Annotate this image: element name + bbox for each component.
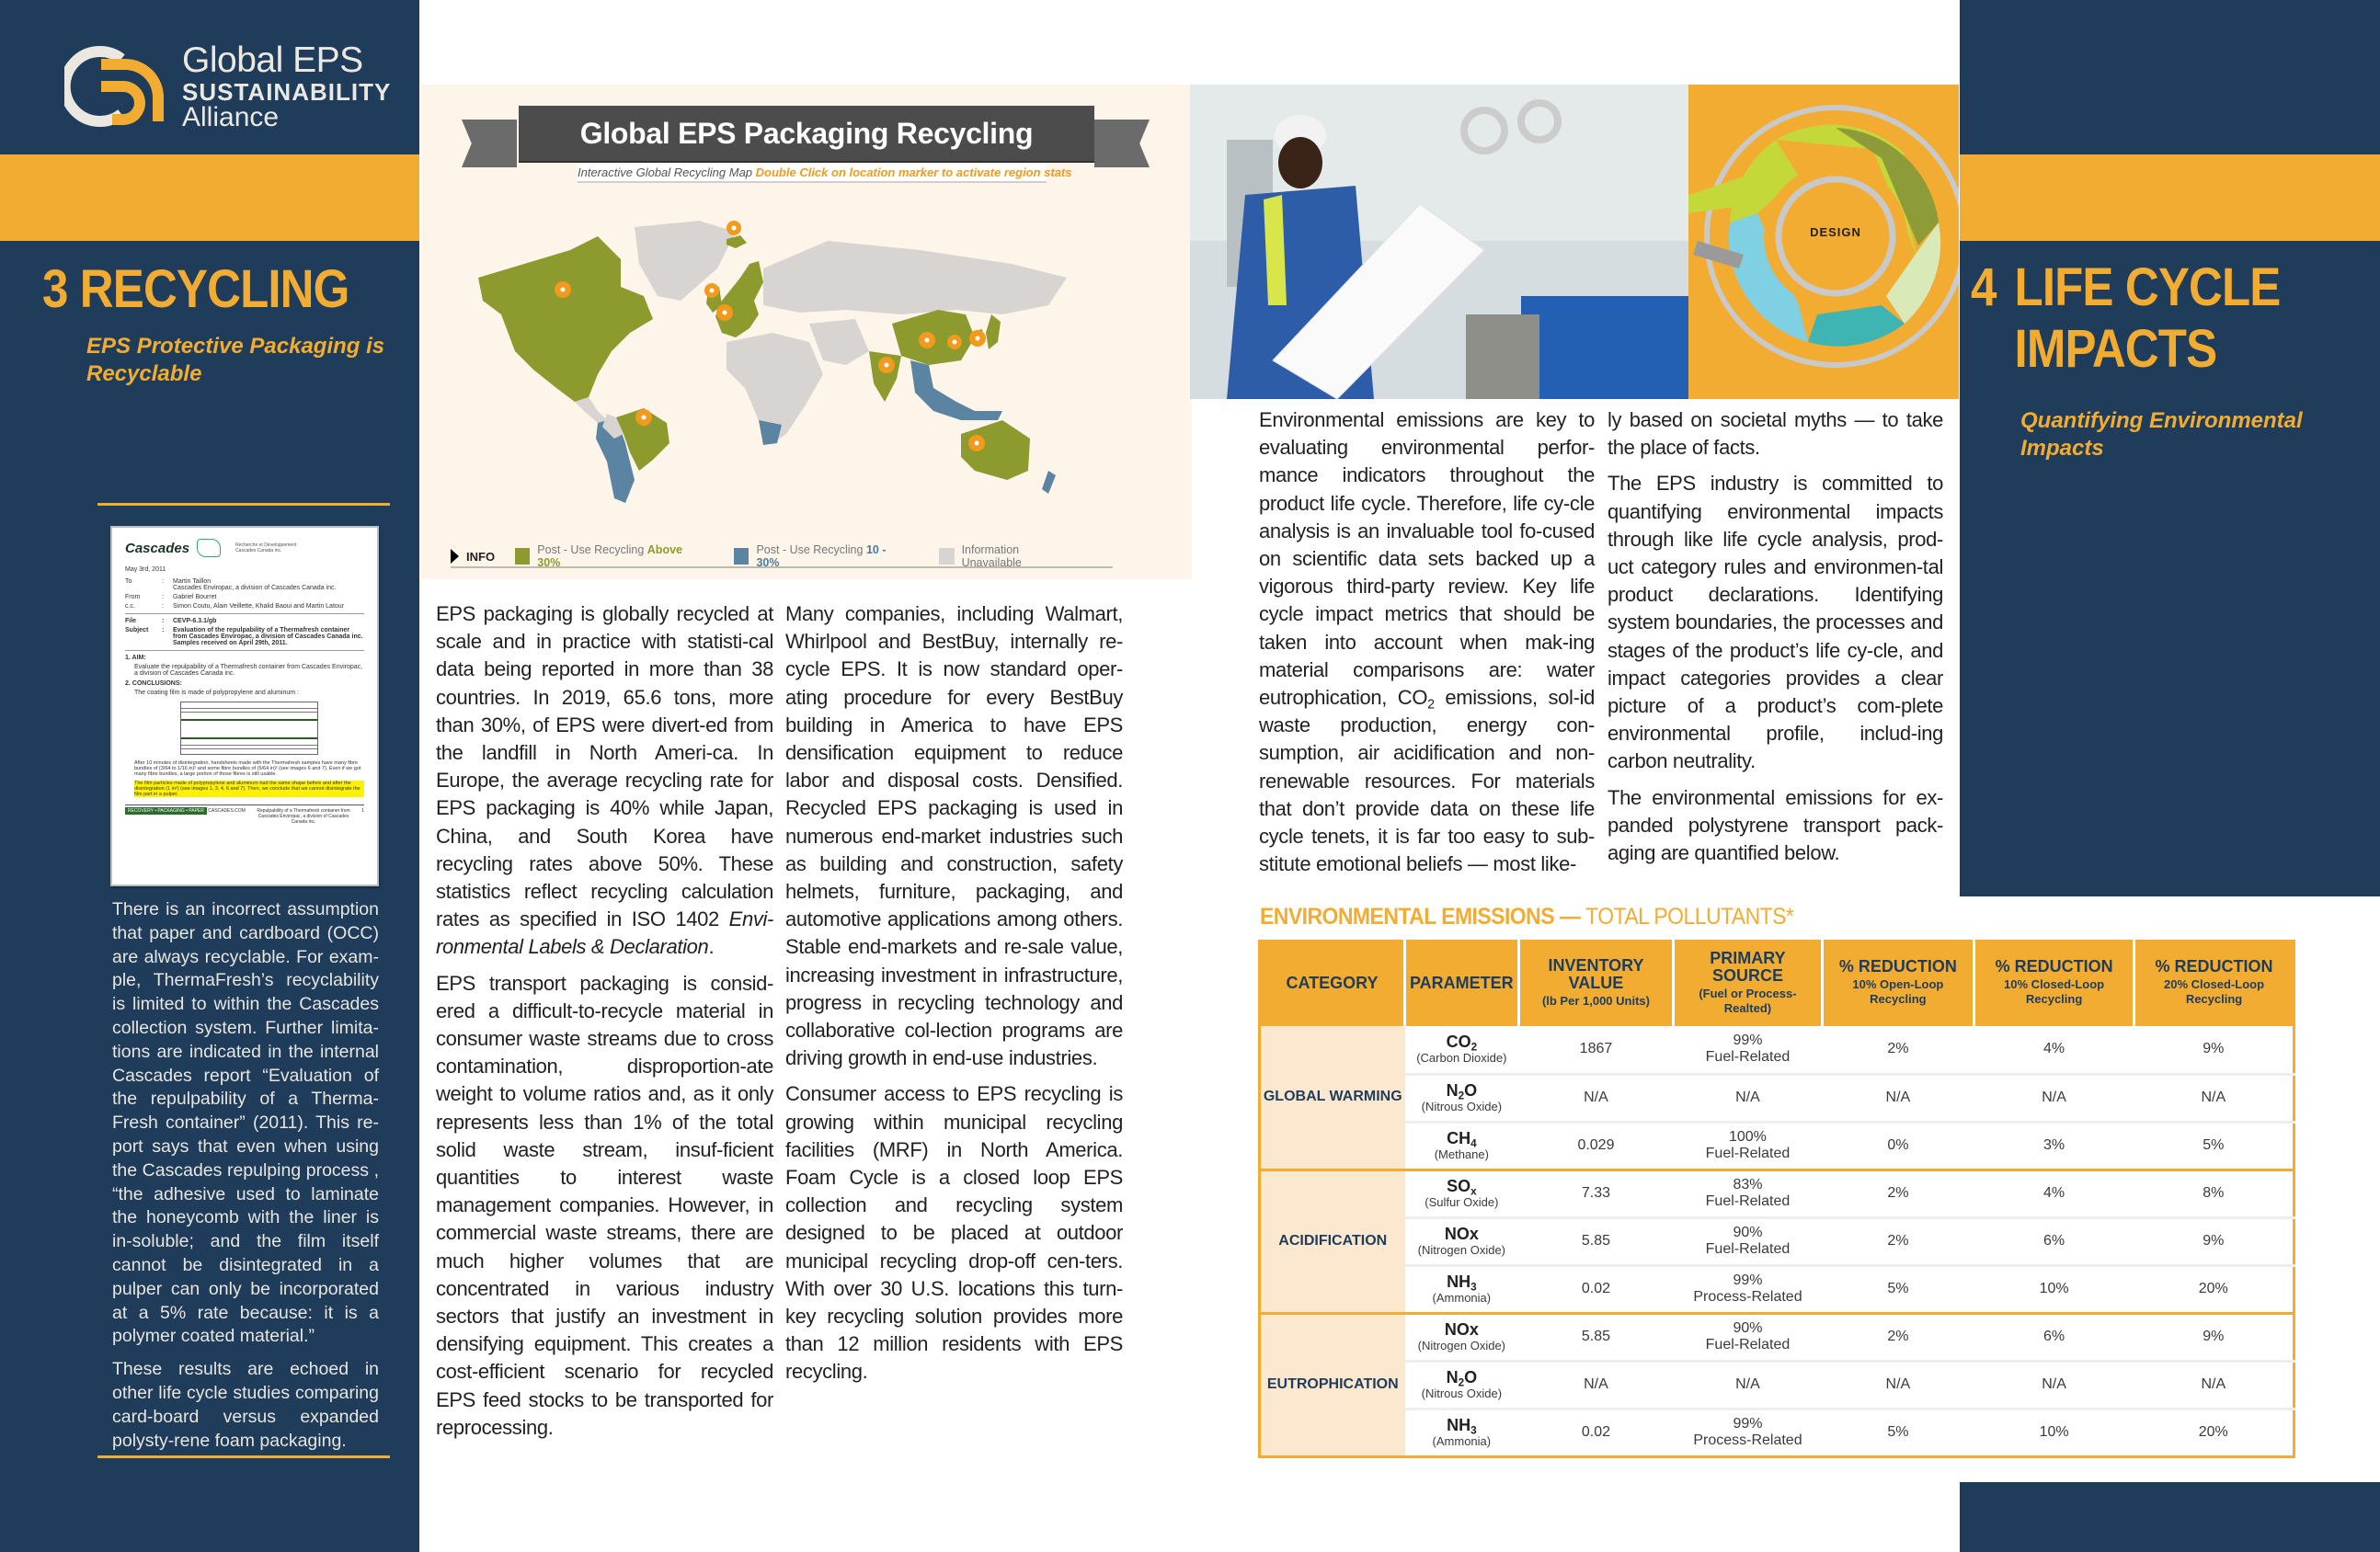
paragraph (436, 600, 773, 962)
iso-reference: Envi-ronmental Labels & Declaration (436, 907, 773, 959)
chemical-name: (Nitrous Oxide) (1421, 1386, 1503, 1400)
column-header-label: % REDUCTION (1995, 957, 2113, 976)
doc-aim-heading: 1. AIM: (125, 655, 146, 661)
reduction-open10-cell: 0% (1822, 1122, 1974, 1170)
formula-tail: O (1464, 1081, 1478, 1101)
chemical-formula (1405, 1368, 1519, 1387)
column-header-label: INVENTORY VALUE (1548, 955, 1644, 992)
reduction-closed10-cell: N/A (1974, 1074, 2134, 1122)
region-middle-east (809, 319, 869, 365)
cascades-logo: Cascades (125, 540, 190, 556)
source-type: Fuel-Related (1705, 1241, 1791, 1257)
formula-tail: O (1464, 1368, 1478, 1387)
table-title-bold: ENVIRONMENTAL EMISSIONS — (1260, 904, 1586, 930)
table-row (1260, 1026, 2294, 1074)
doc-cc: Simon Coutu, Alain Veillette, Khalid Baoui and Martin Latour (173, 603, 345, 610)
parameter-cell (1405, 1074, 1519, 1122)
chemical-name: (Carbon Dioxide) (1416, 1051, 1507, 1066)
region-north-america[interactable] (478, 236, 653, 402)
world-map[interactable] (460, 213, 1140, 506)
source-percent: 99% (1733, 1032, 1763, 1048)
section-title-line-1: LIFE CYCLE (2014, 257, 2281, 317)
doc-label: From (125, 594, 141, 600)
map-subtitle-instruction: Double Click on location marker to activate region stats (755, 165, 1072, 179)
doc-conclusions-heading: 2. CONCLUSIONS: (125, 680, 182, 687)
divider (97, 1455, 390, 1458)
doc-conclusion-highlight: The film particles made of polypropylene and aluminum had the same shape before and after the disintegration (1 in²) (see images 1, 3, 4, 6 and 7). Then, we conclude that we cannot disintegrate the film part in a pulper. (134, 781, 364, 797)
reduction-open10-cell: 2% (1822, 1313, 1974, 1361)
left-body-text (112, 898, 379, 1462)
parameter-cell (1405, 1217, 1519, 1265)
column-header (1518, 940, 1674, 1026)
reduction-closed20-cell: N/A (2134, 1361, 2294, 1409)
chemical-name: (Nitrogen Oxide) (1417, 1242, 1506, 1257)
formula-base: CO (1446, 1033, 1471, 1052)
formula-base: N (1446, 1081, 1459, 1101)
primary-source-cell (1674, 1026, 1822, 1074)
source-percent: 90% (1733, 1319, 1763, 1336)
category-cell: ACIDIFICATION (1260, 1170, 1405, 1313)
gsa-logo-icon (64, 42, 173, 131)
parameter-cell (1405, 1122, 1519, 1170)
right-column-2 (1608, 406, 1943, 875)
column-header (1405, 940, 1519, 1026)
inventory-value-cell: 5.85 (1518, 1313, 1674, 1361)
chemical-name: (Nitrogen Oxide) (1417, 1338, 1506, 1352)
map-subtitle-plain: Interactive Global Recycling Map (578, 165, 756, 179)
source-percent: 83% (1733, 1176, 1763, 1193)
worker-photo (1190, 85, 1688, 399)
chemical-formula (1405, 1033, 1519, 1052)
doc-footer-badge: RECOVERY • PACKAGING • PAPER (125, 807, 207, 815)
inventory-value-cell: 0.02 (1518, 1409, 1674, 1456)
column-header-sublabel: 10% Open-Loop Recycling (1852, 977, 1944, 1007)
table-row (1260, 1217, 2294, 1265)
center-column-2 (785, 600, 1123, 1395)
table-row (1260, 1313, 2294, 1361)
table-body (1260, 1026, 2294, 1456)
legend-value: 10 - 30% (756, 543, 887, 569)
reduction-closed10-cell: 10% (1974, 1265, 2134, 1313)
reduction-closed10-cell: 6% (1974, 1217, 2134, 1265)
emissions-table (1258, 940, 2295, 1458)
right-sidebar-footer (1960, 1482, 2380, 1552)
parameter-cell (1405, 1409, 1519, 1456)
doc-conclusion: The coating film is made of polypropylene and aluminum : (134, 690, 299, 696)
formula-subscript: 2 (1470, 1041, 1478, 1054)
region-japan[interactable] (986, 314, 1001, 349)
doc-to: Martin Taillon (173, 578, 212, 585)
parameter-cell (1405, 1313, 1519, 1361)
reduction-closed20-cell: 20% (2134, 1409, 2294, 1456)
map-subtitle (578, 163, 1072, 183)
doc-header-line: Cascades Canada inc. (235, 548, 282, 553)
legend-swatch-unavailable (939, 548, 954, 565)
legend-value: Above 30% (537, 543, 682, 569)
reduction-closed10-cell: 6% (1974, 1313, 2134, 1361)
chemical-formula (1405, 1416, 1519, 1435)
source-type: Fuel-Related (1705, 1337, 1791, 1352)
source-percent: 99% (1733, 1272, 1763, 1288)
paragraph-text: EPS packaging is globally recycled at scale and in practice with statisti-cal data being reported in more than 38 countries. In 2019, 65.6 tons, more than 30%, of EPS were divert-ed from the landfill in North Ameri-ca. In Europe, the average recycling rate for EPS packaging is 40% while Japan, China, and South Korea have recycling rates above 50%. These statistics reflect recycling calculation rates as specified in ISO 1402 (436, 602, 773, 931)
play-triangle-icon (451, 549, 459, 564)
chemical-name: (Sulfur Oxide) (1425, 1194, 1499, 1209)
reduction-open10-cell: N/A (1822, 1074, 1974, 1122)
formula-base: NOx (1444, 1320, 1479, 1340)
parameter-cell (1405, 1361, 1519, 1409)
category-cell: EUTROPHICATION (1260, 1313, 1405, 1456)
table-row (1260, 1074, 2294, 1122)
paragraph: ly based on societal myths — to take the place of facts. (1608, 408, 1943, 460)
doc-file: CEVP-6.3.1/gb (173, 618, 217, 624)
paragraph: EPS transport packaging is consid-ered a difficult-to-recycle material in consumer waste streams due to cross contamination, disproportion-ate weight to volume ratios and, as it only represents less than 1% of the total solid waste stream, insuf-ficient quantities to interest waste management companies. However, in commercial waste streams, there are much higher volumes that are concentrated in various industry sectors that justify an investment in densifying equipment. This creates a cost-efficient scenario for recycled EPS feed stocks to be transported for reprocessing. (436, 971, 773, 1439)
reduction-closed10-cell: 4% (2043, 1041, 2065, 1057)
source-type: Fuel-Related (1705, 1193, 1791, 1209)
doc-footer-site: CASCADES.COM (208, 808, 246, 814)
legend-text: Post - Use Recycling (537, 543, 647, 556)
map-legend (451, 543, 1113, 569)
doc-to-org: Cascades Enviropac, a division of Cascades Canada inc. (173, 585, 337, 591)
paragraph: Consumer access to EPS recycling is growing within municipal recycling facilities (MRF) in North America. Foam Cycle is a closed loop EPS collection and recycling system designed to be placed at outdoor municipal recycling drop-off cen-ters. With over 30 U.S. locations this turn-key recycling solution provides more than 12 million residents with EPS recycling. (785, 1082, 1123, 1384)
legend-label: INFO (466, 549, 496, 564)
legend-swatch-10-30 (734, 548, 749, 565)
legend-item-unavailable: Information Unavailable (961, 543, 1022, 569)
doc-from: Gabriel Bourret (173, 594, 217, 600)
table-header-row (1260, 940, 2294, 1026)
column-header (1974, 940, 2134, 1026)
reduction-closed10-cell: N/A (1974, 1361, 2134, 1409)
inventory-value-cell: 7.33 (1518, 1170, 1674, 1217)
parameter-cell (1405, 1265, 1519, 1313)
formula-subscript: 3 (1470, 1281, 1477, 1294)
chemical-name: (Ammonia) (1432, 1290, 1492, 1305)
doc-aim-text: Evaluate the repulpability of a Thermafresh container from Cascades Enviropac, a division of Cascades Canada inc. (134, 664, 363, 677)
reduction-closed20-cell: 9% (2134, 1313, 2294, 1361)
region-europe[interactable] (715, 261, 763, 337)
formula-subscript: 2 (1458, 1090, 1465, 1102)
table-row (1260, 1265, 2294, 1313)
lifecycle-center-label: DESIGN (1810, 225, 1861, 239)
formula-subscript: x (1470, 1185, 1477, 1198)
reduction-closed20-cell: 9% (2134, 1217, 2294, 1265)
paragraph: Many companies, including Walmart, Whirlpool and BestBuy, internally re-cycle EPS. It is now standard oper-ating procedure for every BestBuy building in America to have EPS densification equipment to reduce labor and disposal costs. Densified. Recycled EPS packaging is used in numerous end-market industries such as building and construction, safety helmets, furniture, packaging, and automotive applications among others. Stable end-markets and re-sale value, increasing investment in infrastructure, progress in recycling technology and collaborative col-lection programs are driving growth in end-use industries. (785, 602, 1123, 1070)
paragraph (1259, 406, 1595, 878)
formula-base: CH (1447, 1129, 1471, 1148)
table-row (1260, 1122, 2294, 1170)
formula-base: N (1446, 1368, 1459, 1387)
formula-subscript: 3 (1470, 1424, 1477, 1437)
photo-illustration (1190, 85, 1688, 399)
reduction-closed20-cell: N/A (2134, 1074, 2294, 1122)
doc-label: c.c. (125, 603, 135, 610)
column-header-sublabel: 10% Closed-Loop Recycling (2004, 977, 2105, 1007)
doc-label: File (125, 618, 137, 624)
reduction-open10-cell: N/A (1822, 1361, 1974, 1409)
doc-label: Subject (125, 627, 149, 633)
paragraph: The EPS industry is committed to quantifying environmental impacts through like life cycle analysis, prod-uct category rules and environmen-tal product declarations. Identifying system boundaries, the processes and stages of the product’s life cy-cle, and impact categories provides a clear picture of a product’s com-plete environmental profile, includ-ing carbon neutrality. (1608, 472, 1943, 773)
divider (97, 503, 390, 506)
section-4-subtitle: Quantifying Environmental Impacts (2020, 408, 2303, 461)
reduction-closed20-cell: 5% (2134, 1122, 2294, 1170)
legend-item-above-30 (537, 543, 692, 569)
reduction-closed20-cell: 8% (2134, 1170, 2294, 1217)
primary-source-cell (1674, 1313, 1822, 1361)
inventory-value-cell: N/A (1518, 1074, 1674, 1122)
primary-source-cell (1674, 1122, 1822, 1170)
source-percent: N/A (1735, 1089, 1760, 1105)
region-greenland (635, 221, 736, 301)
parameter-cell (1405, 1170, 1519, 1217)
brand-logo (64, 40, 414, 132)
reduction-closed10-cell: 4% (1974, 1170, 2134, 1217)
column-header-label: % REDUCTION (1838, 957, 1957, 976)
center-column-1 (436, 600, 773, 1450)
source-type: Fuel-Related (1705, 1146, 1791, 1161)
column-header-label: % REDUCTION (2155, 957, 2273, 976)
doc-header-line: Recherche et Développement (235, 542, 297, 548)
right-accent-band (1960, 154, 2380, 241)
column-header (2134, 940, 2294, 1026)
paragraph: The environmental emissions for ex-panded polystyrene transport pack-aging are quantified below. (1608, 785, 1943, 865)
primary-source-cell (1674, 1361, 1822, 1409)
table-row (1260, 1361, 2294, 1409)
column-header (1822, 940, 1974, 1026)
reduction-closed20-cell: 9% (2203, 1041, 2225, 1057)
primary-source-cell (1674, 1074, 1822, 1122)
inventory-value-cell: 5.85 (1518, 1217, 1674, 1265)
legend-text: Post - Use Recycling (756, 543, 866, 556)
column-header-sublabel: (lb Per 1,000 Units) (1541, 993, 1650, 1008)
reduction-closed10-cell: 10% (1974, 1409, 2134, 1456)
brand-line-1: Global EPS (182, 40, 363, 80)
reduction-open10-cell: 2% (1822, 1170, 1974, 1217)
formula-base: NOx (1444, 1225, 1479, 1244)
column-header-label: PRIMARY SOURCE (1710, 948, 1786, 985)
column-header-sublabel: (Fuel or Process-Realted) (1699, 986, 1797, 1015)
formula-base: SO (1447, 1177, 1471, 1196)
inventory-value-cell: 0.02 (1518, 1265, 1674, 1313)
lifecycle-diagram (1688, 85, 1959, 399)
paragraph: There is an incorrect assumption that paper and cardboard (OCC) are always recyclable. For exam-ple, ThermaFresh’s recyclability is limited to within the Cascades collection system. Further limita-tions are indicated in the internal Cascades report “Evaluation of the repulpability of a Therma-Fresh container” (2011). This re-port says that even when using the Cascades repulping process , “the adhesive used to laminate the honeycomb with the liner is in-soluble; and the film itself cannot be disintegrated in a pulper can only be incorporated at a 5% rate because: it is a polymer coated material.” (112, 899, 379, 1347)
column-header-sublabel: 20% Closed-Loop Recycling (2163, 977, 2265, 1007)
left-accent-band (0, 154, 419, 241)
formula-base: NH (1447, 1272, 1471, 1292)
table-title-light: TOTAL POLLUTANTS* (1585, 904, 1794, 930)
category-cell: GLOBAL WARMING (1260, 1026, 1405, 1170)
doc-footer-text: Repulpability of a Thermafresh container from Cascades Enviropac, a division of Cascades Canada inc. (257, 808, 350, 825)
doc-subject: Evaluation of the repulpability of a Thermafresh container from Cascades Enviropac, a division of Cascades Canada inc. Samples received on April 29th, 2011. (173, 627, 363, 646)
source-percent: N/A (1735, 1375, 1760, 1392)
flask-icon (197, 539, 221, 557)
map-title: Global EPS Packaging Recycling (519, 106, 1094, 161)
reduction-closed20-cell: 20% (2134, 1265, 2294, 1313)
chemical-name: (Ammonia) (1432, 1433, 1492, 1448)
source-type: Process-Related (1693, 1432, 1802, 1448)
right-column-1 (1259, 406, 1595, 886)
doc-conclusion: After 10 minutes of disintegration, handsheets made with the Thermafresh samples have many fibre bundles of (3/64 to 1/16 in)² and some fibre bundles of (5/64 in)² (see images 6 and 7). Even if we got many fibre bundles, a large portion of those fibres is still usable. (134, 760, 361, 777)
punctuation: . (708, 935, 715, 959)
region-russia (763, 241, 1067, 314)
column-header-label: PARAMETER (1410, 973, 1514, 992)
primary-source-cell (1674, 1265, 1822, 1313)
reduction-open10-cell: 5% (1822, 1409, 1974, 1456)
chemical-formula (1405, 1272, 1519, 1292)
inventory-value-cell: N/A (1518, 1361, 1674, 1409)
section-number: 4 (1971, 257, 1997, 317)
chemical-formula (1405, 1320, 1519, 1340)
inventory-value-cell: 1867 (1579, 1041, 1613, 1057)
chemical-name: (Nitrous Oxide) (1421, 1099, 1503, 1113)
table-row (1260, 1409, 2294, 1456)
chemical-formula (1405, 1081, 1519, 1101)
formula-subscript: 2 (1458, 1376, 1465, 1389)
paragraph: These results are echoed in other life cycle studies comparing card-board versus expanded polysty-rene foam packaging. (112, 1359, 379, 1451)
region-new-zealand[interactable] (1042, 471, 1056, 494)
chemical-formula (1405, 1225, 1519, 1244)
parameter-cell (1405, 1026, 1519, 1074)
doc-date: May 3rd, 2011 (125, 566, 166, 573)
table-title (1260, 904, 1793, 930)
primary-source-cell (1674, 1409, 1822, 1456)
subscript: 2 (1427, 697, 1435, 713)
paragraph-text: Environmental emissions are key to evaluating environmental perfor-mance indicators throughout the product life cycle. Therefore, life cy-cle analysis is an invaluable tool fo-cused on scientific data sets backed up a vigorous third-party review. Key life cycle impact metrics that should be taken into account when mak-ing material comparisons are: water eutrophication, CO (1259, 408, 1595, 710)
column-header-label: CATEGORY (1286, 973, 1379, 992)
brand-line-2: SUSTAINABILITY (182, 77, 392, 106)
legend-swatch-above-30 (515, 548, 530, 565)
region-australia[interactable] (961, 420, 1030, 480)
formula-subscript: 4 (1470, 1137, 1477, 1150)
doc-label: To (125, 578, 132, 585)
lifecycle-wheel (1688, 85, 1959, 399)
reduction-open10-cell: 5% (1822, 1265, 1974, 1313)
cascades-report-thumbnail: Cascades Recherche et Développement Cascades Canada inc. May 3rd, 2011 To : Martin Taillon Cascades Enviropac, a division of Cascades Canada inc. From : Gabriel Bourret c.c. : Simon Coutu, Alain Veillette, Khalid Baoui and Martin Latour File : CEVP-6.3.1/gb Subject : Evaluation of the repulpability of a Thermafresh container from Cascades Enviropac, a division of Cascades Canada inc. Samples received on April 29th, 2011. 1. AIM: Evaluate the repulpability of a Thermafresh container from Cascades Enviropac, a division of Cascades Canada inc. 2. CONCLUSIONS: The coating film is made of polypropylene and aluminum : After 10 minutes of disintegration, handsheets made with the Thermafresh samples have many fibre bundles of (3/64 to 1/16 in)² and some fibre bundles of (5/64 in)² (see images 6 and 7). Even if we got many fibre bundles, a large portion of those fibres is still usable. The film particles made of polypropylene and aluminum had the same shape before and after the disintegration (1 in²) (see images 1, 3, 4, 6 and 7). Then, we conclude that we cannot disintegrate the film part in a pulper. RECOVERY • PACKAGING • PAPER CASCADES.COM Repulpability of a Thermafresh container from Cascades Enviropac, a division of Cascades Canada inc. 1 (110, 526, 379, 886)
section-3-subtitle: EPS Protective Packaging is Recyclable (86, 334, 385, 386)
column-header (1260, 940, 1405, 1026)
section-title-line-2: IMPACTS (2014, 318, 2217, 379)
primary-source-cell (1674, 1217, 1822, 1265)
column-header (1674, 940, 1822, 1026)
source-percent: 100% (1728, 1128, 1767, 1145)
region-southeast-asia[interactable] (910, 360, 1002, 420)
reduction-open10-cell: 2% (1822, 1217, 1974, 1265)
section-3-title: 3 RECYCLING (42, 259, 349, 319)
reduction-closed10-cell: 3% (1974, 1122, 2134, 1170)
paragraph-text: emissions, sol-id waste production, energy con-sumption, air acidification and non-renewable resources. For materials that don’t provide data on these life cycle tenets, it is far too easy to sub-stitute emotional beliefs — most like- (1259, 686, 1595, 876)
table-row (1260, 1170, 2294, 1217)
reduction-open10-cell: 2% (1887, 1041, 1909, 1057)
inventory-value-cell: 0.029 (1518, 1122, 1674, 1170)
formula-base: NH (1447, 1416, 1471, 1435)
chemical-formula (1405, 1129, 1519, 1148)
source-percent: 99% (1733, 1415, 1763, 1432)
primary-source-cell (1674, 1170, 1822, 1217)
legend-item-10-30 (756, 543, 897, 569)
chemical-name: (Methane) (1434, 1147, 1489, 1161)
source-percent: 90% (1733, 1224, 1763, 1240)
region-central-america (575, 397, 607, 423)
source-type: Fuel-Related (1705, 1049, 1791, 1066)
section-4-title (1971, 257, 2280, 380)
doc-page-number: 1 (361, 808, 364, 814)
brand-line-3: Alliance (182, 101, 280, 132)
laminate-diagram (180, 702, 318, 755)
chemical-formula (1405, 1177, 1519, 1196)
source-type: Process-Related (1693, 1289, 1802, 1305)
